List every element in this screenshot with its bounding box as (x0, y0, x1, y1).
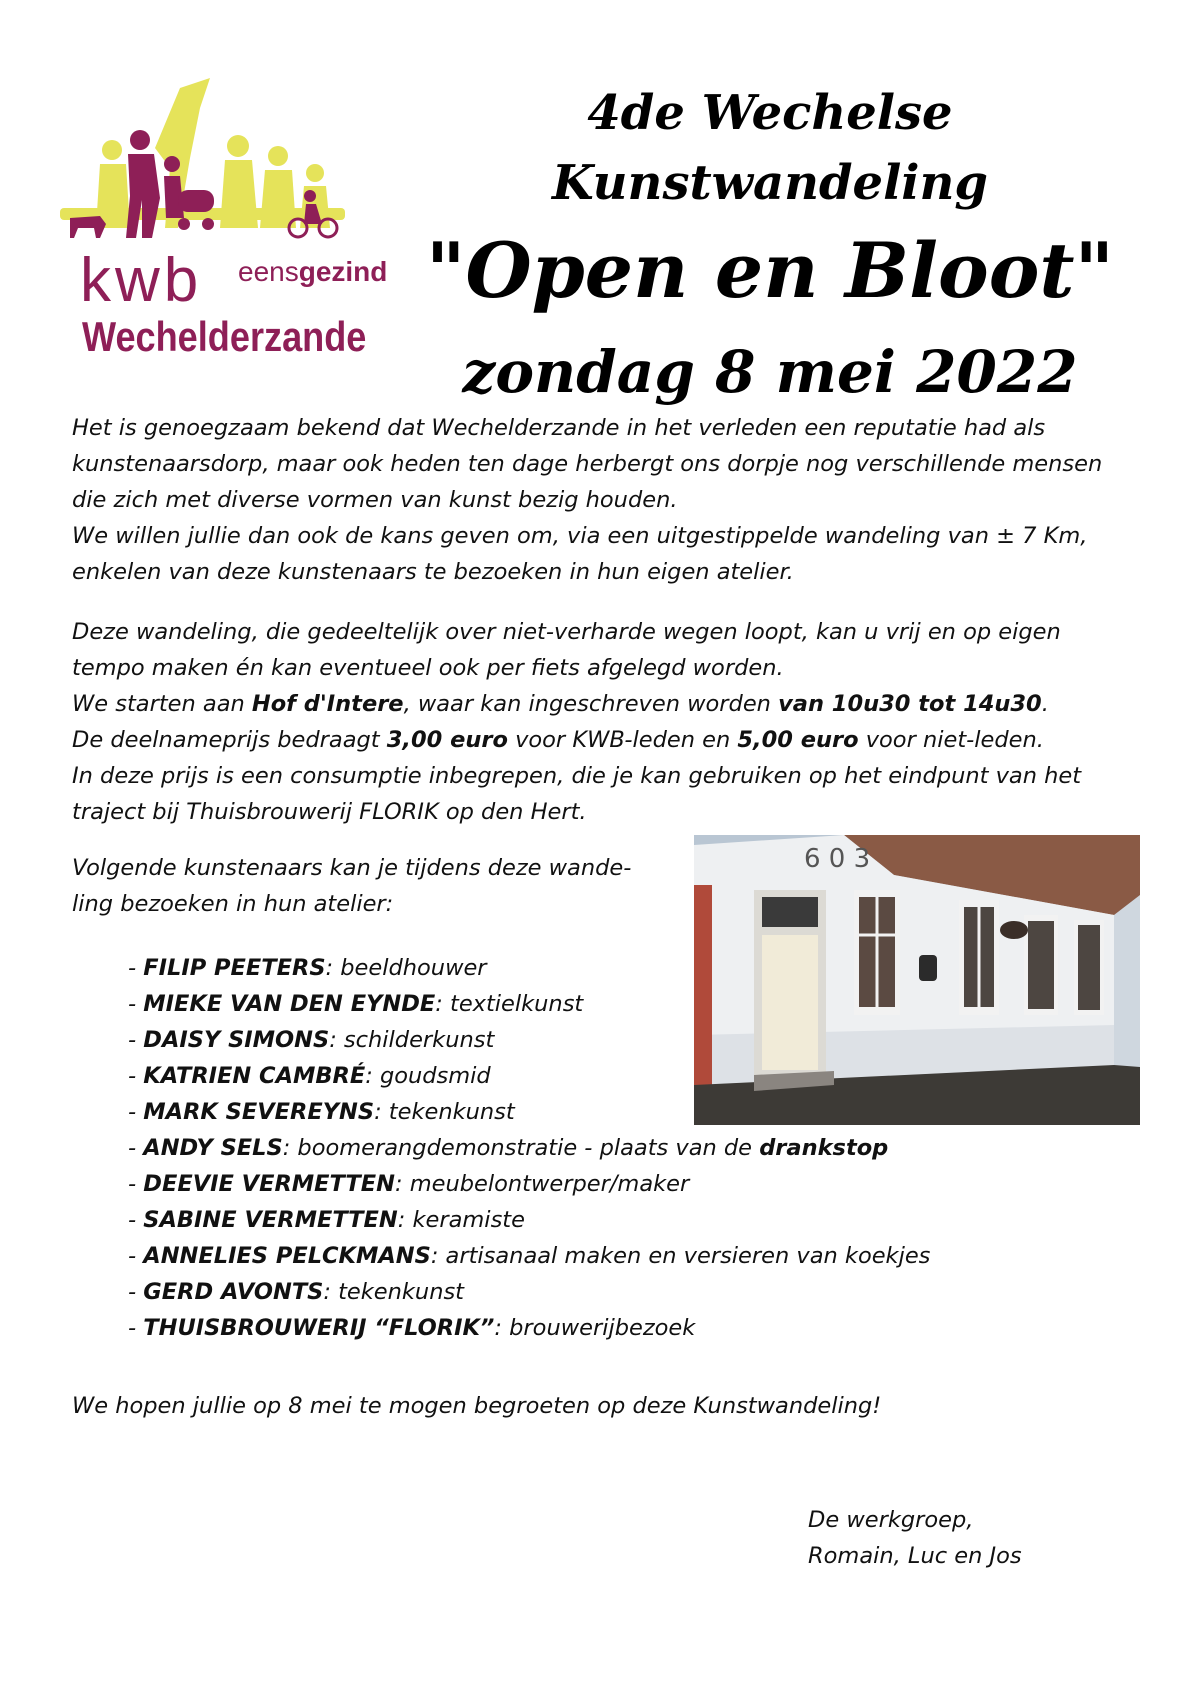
consumption-info: In deze prijs is een consumptie inbegrepen, die je kan gebruiken op het eindpunt van het traject bij Thuisbrouwerij FLORIK op den Hert. (72, 763, 1082, 825)
signature-line: De werkgroep, (808, 1507, 974, 1533)
list-item: - ANNELIES PELCKMANS: artisanaal maken en versieren van koekjes (128, 1243, 931, 1269)
event-title-block (420, 78, 1120, 420)
kwb-logo (60, 78, 400, 368)
list-item: - MIEKE VAN DEN EYNDE: textielkunst (128, 991, 584, 1017)
list-item: - DAISY SIMONS: schilderkunst (128, 1027, 495, 1053)
artists-intro: Volgende kunstenaars kan je tijdens deze wande- ling bezoeken in hun atelier: (72, 855, 632, 917)
logo-brand: kwb (80, 246, 203, 315)
signature (808, 1502, 1128, 1574)
event-subtitle: "Open en Bloot" (425, 226, 1115, 315)
house-number: 6 0 3 (804, 844, 871, 874)
start-info: We starten aan Hof d'Intere, waar kan ingeschreven worden van 10u30 tot 14u30. (72, 691, 1049, 717)
list-item: - THUISBROUWERIJ “FLORIK”: brouwerijbezoek (128, 1315, 696, 1341)
signature-names: Romain, Luc en Jos (808, 1543, 1022, 1569)
event-date: zondag 8 mei 2022 (462, 338, 1078, 406)
details-section (72, 614, 1132, 830)
details-paragraph: Deze wandeling, die gedeeltelijk over niet-verharde wegen loopt, kan u vrij en op eigen tempo maken én kan eventueel ook per fiets afgelegd worden. (72, 619, 1061, 681)
price-members: 3,00 euro (386, 727, 508, 753)
closing-text: We hopen jullie op 8 mei te mogen begroeten op deze Kunstwandeling! (72, 1393, 882, 1419)
start-place: Hof d'Intere (251, 691, 404, 717)
intro-paragraph-2: We willen jullie dan ook de kans geven om, via een uitgestippelde wandeling van ± 7 Km, enkelen van deze kunstenaars te bezoeken in hun eigen atelier. (72, 523, 1088, 585)
list-item: - SABINE VERMETTEN: keramiste (128, 1207, 525, 1233)
intro-paragraph: Het is genoegzaam bekend dat Wechelderzande in het verleden een reputatie had als kunstenaarsdorp, maar ook heden ten dage herbergt ons dorpje nog verschillende mensen die zich met diverse vormen van kunst bezig houden. (72, 415, 1103, 513)
event-title: 4de Wechelse Kunstwandeling (551, 85, 988, 211)
list-item: - FILIP PEETERS: beeldhouwer (128, 955, 487, 981)
list-item: - ANDY SELS: boomerangdemonstratie - plaats van de drankstop (128, 1135, 889, 1161)
list-item: - GERD AVONTS: tekenkunst (128, 1279, 464, 1305)
logo-place: Wechelderzande (82, 313, 367, 360)
logo-tagline: eensgezind (238, 256, 388, 287)
families-silhouette-icon (60, 78, 360, 258)
start-time: van 10u30 tot 14u30 (778, 691, 1042, 717)
list-item: - MARK SEVEREYNS: tekenkunst (128, 1099, 515, 1125)
list-item: - KATRIEN CAMBRÉ: goudsmid (128, 1063, 491, 1089)
price-others: 5,00 euro (737, 727, 859, 753)
price-info: De deelnameprijs bedraagt 3,00 euro voor KWB-leden en 5,00 euro voor niet-leden. (72, 727, 1044, 753)
intro-section (72, 410, 1132, 590)
list-item: - DEEVIE VERMETTEN: meubelontwerper/maker (128, 1171, 690, 1197)
artists-list (128, 950, 1028, 1346)
